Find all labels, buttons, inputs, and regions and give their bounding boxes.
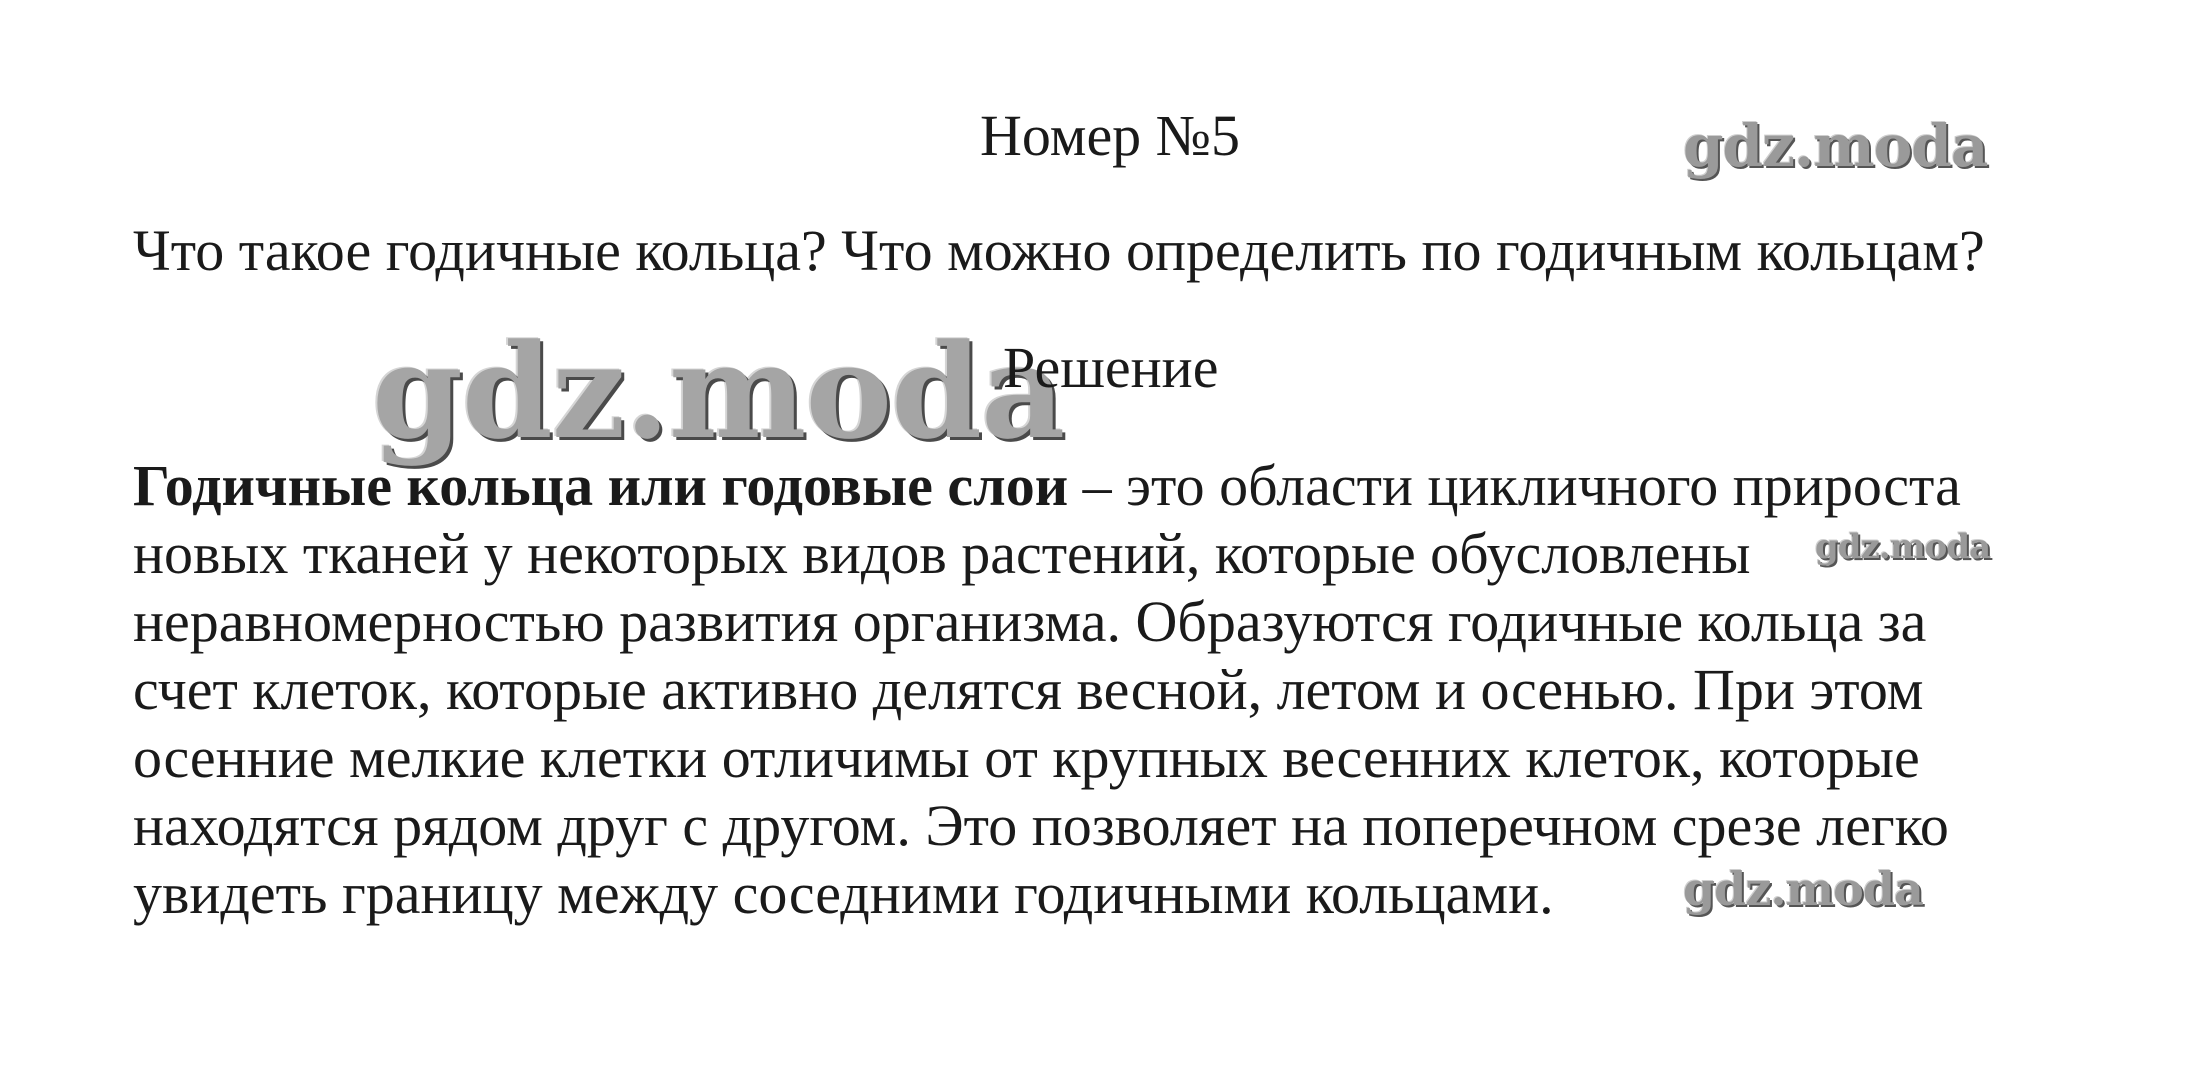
answer-paragraph (133, 452, 2093, 928)
answer-line-3: неравномерностью развития организма. Образуются годичные кольца за (133, 589, 1927, 654)
answer-term: Годичные кольца или годовые слои (133, 453, 1069, 518)
answer-line-2: новых тканей у некоторых видов растений, которые обусловлены (133, 521, 1751, 586)
watermark-logo-mid: gdz.moda (1815, 527, 1991, 567)
answer-line-1-rest: – это области цикличного прироста (1068, 453, 1961, 518)
page-title: Номер №5 (979, 103, 1241, 168)
answer-line-7: увидеть границу между соседними годичными кольцами. (133, 861, 1554, 926)
answer-line-6: находятся рядом друг с другом. Это позволяет на поперечном срезе легко (133, 793, 1949, 858)
watermark-logo-top: gdz.moda (1683, 112, 1988, 180)
answer-line-1 (133, 452, 2093, 520)
question-text: Что такое годичные кольца? Что можно определить по годичным кольцам? (133, 218, 1985, 283)
solution-label: Решение (1003, 335, 1219, 400)
watermark-logo-bottom: gdz.moda (1683, 862, 1923, 916)
answer-line-5: осенние мелкие клетки отличимы от крупных весенних клеток, которые (133, 725, 1920, 790)
answer-line-4: счет клеток, которые активно делятся весной, летом и осенью. При этом (133, 657, 1924, 722)
watermark-logo-large: gdz.moda (372, 315, 1065, 468)
